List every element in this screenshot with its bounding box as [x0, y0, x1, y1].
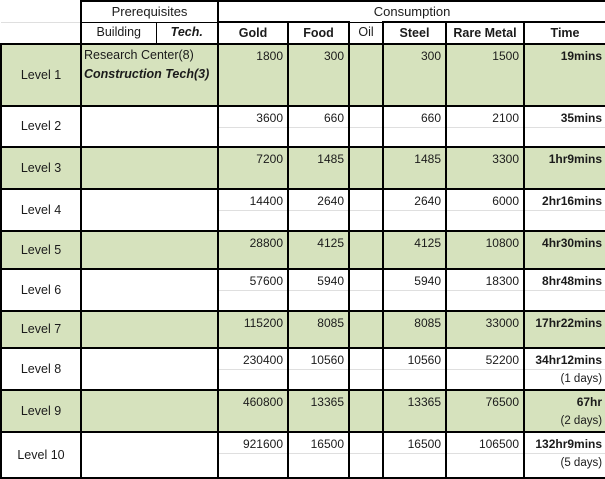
gold-cell: 28800	[218, 231, 288, 269]
rare-metal-cell: 33000	[446, 311, 524, 348]
time-days: (1 days)	[560, 373, 603, 385]
oil-cell	[349, 44, 383, 106]
table-row-level-1	[1, 44, 605, 106]
oil-cell	[349, 311, 383, 348]
corner-blank-cell	[1, 22, 81, 44]
time-value: 8hr48mins	[542, 274, 603, 288]
steel-column-header: Steel	[383, 22, 446, 44]
steel-cell: 10560	[383, 348, 446, 390]
food-cell: 300	[288, 44, 349, 106]
rare-metal-cell: 2100	[446, 106, 524, 147]
time-value: 19mins	[560, 49, 603, 63]
oil-cell	[349, 432, 383, 478]
steel-cell: 8085	[383, 311, 446, 348]
time-cell	[524, 147, 605, 189]
time-column-header: Time	[524, 22, 605, 44]
time-cell	[524, 390, 605, 432]
table-row-level-9	[1, 390, 605, 432]
prerequisite-cell	[81, 44, 218, 106]
time-cell	[524, 231, 605, 269]
oil-cell	[349, 231, 383, 269]
food-cell: 8085	[288, 311, 349, 348]
prerequisite-cell	[81, 390, 218, 432]
prereq-building-text: Research Center(8)	[84, 48, 194, 62]
level-cell: Level 8	[1, 348, 81, 390]
level-cell: Level 10	[1, 432, 81, 478]
table-row-level-10	[1, 432, 605, 478]
gold-cell: 14400	[218, 189, 288, 231]
tech-column-header: Tech.	[156, 22, 218, 44]
time-cell	[524, 269, 605, 311]
steel-cell: 5940	[383, 269, 446, 311]
oil-column-header: Oil	[349, 22, 383, 44]
food-cell: 5940	[288, 269, 349, 311]
time-cell	[524, 311, 605, 348]
table-row-level-4	[1, 189, 605, 231]
rare-metal-cell: 52200	[446, 348, 524, 390]
building-column-header: Building	[81, 22, 156, 44]
time-value: 2hr16mins	[542, 194, 603, 208]
prerequisite-cell	[81, 348, 218, 390]
rare-metal-cell: 76500	[446, 390, 524, 432]
level-cell: Level 2	[1, 106, 81, 147]
prerequisite-cell	[81, 231, 218, 269]
prerequisite-cell	[81, 189, 218, 231]
rare-metal-cell: 10800	[446, 231, 524, 269]
rare-metal-cell: 1500	[446, 44, 524, 106]
food-cell: 1485	[288, 147, 349, 189]
level-cell: Level 7	[1, 311, 81, 348]
time-value: 67hr	[576, 395, 603, 409]
gold-cell: 57600	[218, 269, 288, 311]
time-value: 17hr22mins	[535, 316, 603, 330]
time-cell	[524, 44, 605, 106]
steel-cell: 13365	[383, 390, 446, 432]
prerequisite-cell	[81, 269, 218, 311]
steel-cell: 300	[383, 44, 446, 106]
oil-cell	[349, 390, 383, 432]
time-cell	[524, 106, 605, 147]
header-group-row	[1, 1, 605, 22]
food-cell: 10560	[288, 348, 349, 390]
oil-cell	[349, 106, 383, 147]
time-cell	[524, 348, 605, 390]
oil-cell	[349, 189, 383, 231]
steel-cell: 4125	[383, 231, 446, 269]
level-cell: Level 4	[1, 189, 81, 231]
table-row-level-3	[1, 147, 605, 189]
level-cell: Level 3	[1, 147, 81, 189]
time-value: 34hr12mins	[535, 353, 603, 367]
prerequisite-cell	[81, 147, 218, 189]
rare-metal-cell: 18300	[446, 269, 524, 311]
steel-cell: 1485	[383, 147, 446, 189]
prerequisite-cell	[81, 311, 218, 348]
food-cell: 660	[288, 106, 349, 147]
level-cell: Level 1	[1, 44, 81, 106]
prereq-tech-text: Construction Tech(3)	[84, 67, 210, 81]
food-cell: 13365	[288, 390, 349, 432]
level-cell: Level 5	[1, 231, 81, 269]
prerequisite-cell	[81, 106, 218, 147]
corner-blank-cell	[1, 1, 81, 22]
level-cell: Level 9	[1, 390, 81, 432]
table-row-level-2	[1, 106, 605, 147]
food-cell: 4125	[288, 231, 349, 269]
time-value: 35mins	[560, 111, 603, 125]
header-columns-row	[1, 22, 605, 44]
gold-cell: 7200	[218, 147, 288, 189]
food-column-header: Food	[288, 22, 349, 44]
gold-column-header: Gold	[218, 22, 288, 44]
time-days: (2 days)	[560, 415, 603, 427]
level-cell: Level 6	[1, 269, 81, 311]
gold-cell: 230400	[218, 348, 288, 390]
gold-cell: 1800	[218, 44, 288, 106]
table-row-level-5	[1, 231, 605, 269]
steel-cell: 660	[383, 106, 446, 147]
time-value: 132hr9mins	[535, 437, 603, 451]
oil-cell	[349, 348, 383, 390]
prerequisite-cell	[81, 432, 218, 478]
food-cell: 2640	[288, 189, 349, 231]
gold-cell: 115200	[218, 311, 288, 348]
gold-cell: 921600	[218, 432, 288, 478]
table-row-level-6	[1, 269, 605, 311]
oil-cell	[349, 269, 383, 311]
consumption-header: Consumption	[218, 1, 605, 22]
time-cell	[524, 432, 605, 478]
rare-metal-cell: 6000	[446, 189, 524, 231]
gold-cell: 3600	[218, 106, 288, 147]
time-value: 4hr30mins	[542, 236, 603, 250]
food-cell: 16500	[288, 432, 349, 478]
gold-cell: 460800	[218, 390, 288, 432]
steel-cell: 2640	[383, 189, 446, 231]
time-cell	[524, 189, 605, 231]
steel-cell: 16500	[383, 432, 446, 478]
rare-metal-column-header: Rare Metal	[446, 22, 524, 44]
table-row-level-8	[1, 348, 605, 390]
rare-metal-cell: 106500	[446, 432, 524, 478]
oil-cell	[349, 147, 383, 189]
prerequisites-header: Prerequisites	[81, 1, 218, 22]
table-row-level-7	[1, 311, 605, 348]
time-value: 1hr9mins	[548, 152, 603, 166]
time-days: (5 days)	[560, 457, 603, 469]
rare-metal-cell: 3300	[446, 147, 524, 189]
